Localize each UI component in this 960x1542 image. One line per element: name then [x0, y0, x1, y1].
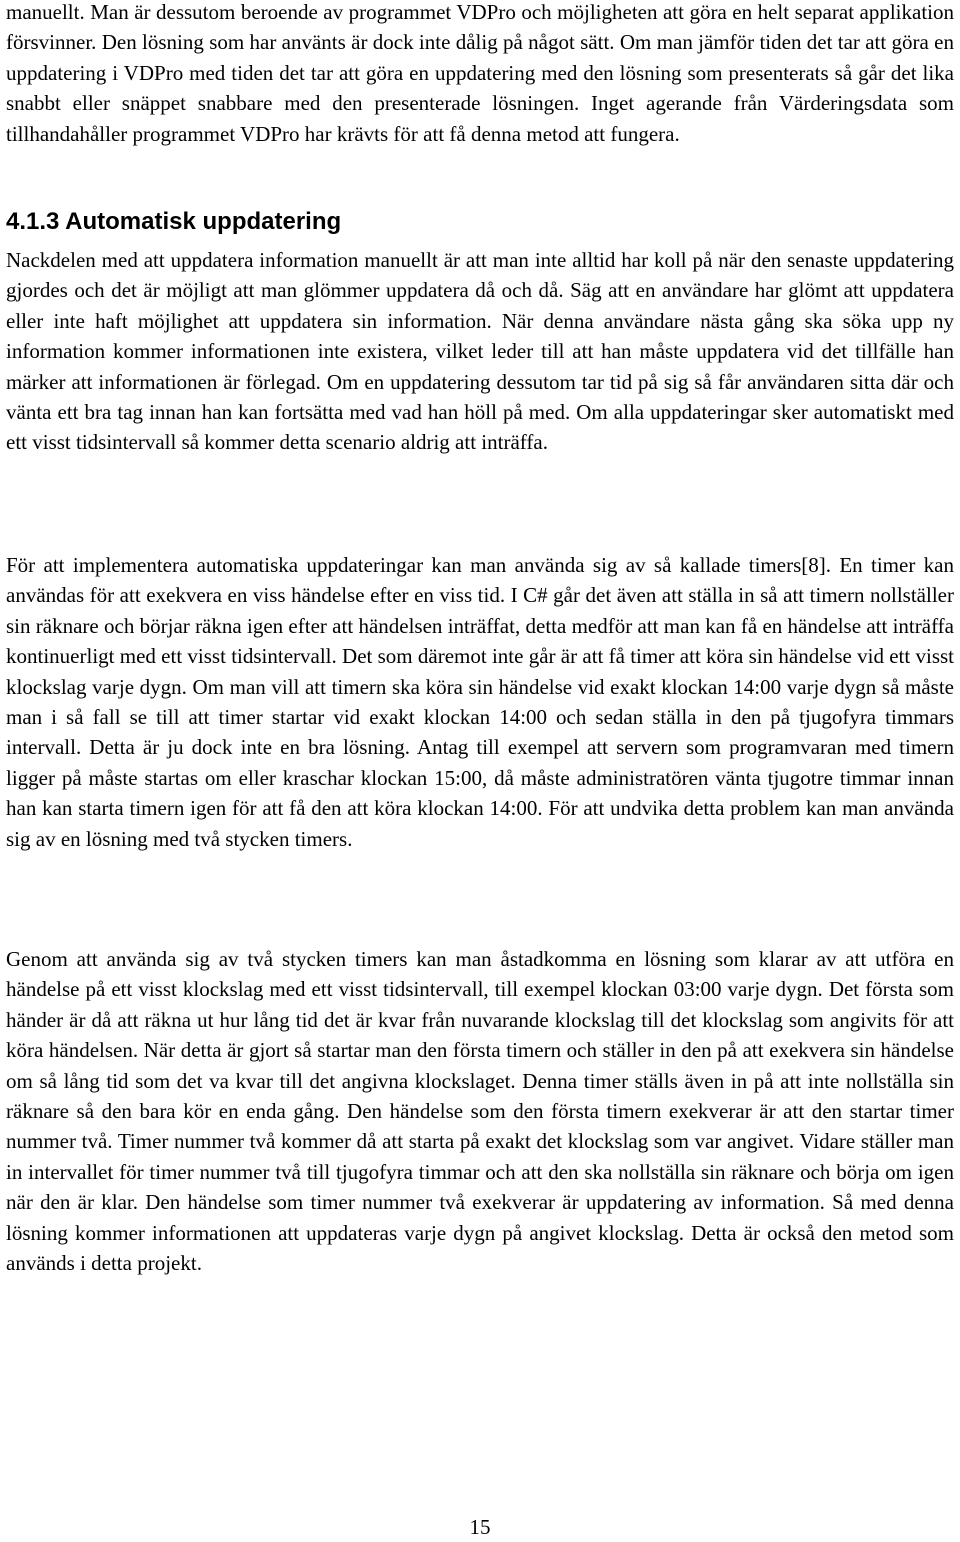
body-paragraph: Genom att använda sig av två stycken timers kan man åstadkomma en lösning som klarar av att utföra en händelse på ett visst klockslag med ett visst tidsintervall, till exempel klockan 03:00 varje dygn. Det första som händer är då att räkna ut hur lång tid det är kvar från nuvarande klockslag till det klockslag som angivits för att köra händelsen. När detta är gjort så startar man den första timern och ställer in den på att exekvera sin händelse om så lång tid som det va kvar till det angivna klockslaget. Denna timer ställs även in på att inte nollställa sin räknare så den bara kör en enda gång. Den händelse som den första timern exekverar är att den startar timer nummer två. Timer nummer två kommer då att starta på exakt det klockslag som var angivet. Vidare ställer man in intervallet för timer nummer två till tjugofyra timmar och att den ska nollställa sin räknare och börja om igen när den är klar. Den händelse som timer nummer två exekverar är uppdatering av information. Så med denna lösning kommer informationen att uppdateras varje dygn på angivet klockslag. Detta är också den metod som används i detta projekt. — [6, 947, 954, 1276]
body-paragraph: För att implementera automatiska uppdateringar kan man använda sig av så kallade timers[8]. En timer kan användas för att exekvera en viss händelse efter en viss tid. I C# går det även att ställa in så att timern nollställer sin räknare och börjar räkna igen efter att händelsen inträffat, detta medför att man kan få en händelse att inträffa kontinuerligt med ett visst tidsintervall. Det som däremot inte går är att få timer att köra sin händelse vid ett visst klockslag varje dygn. Om man vill att timern ska köra sin händelse vid exakt klockan 14:00 varje dygn så måste man i så fall se till att timer startar vid exakt klockan 14:00 och sedan ställa in den på tjugofyra timmars intervall. Detta är ju dock inte en bra lösning. Antag till exempel att servern som programvaran med timern ligger på måste startas om eller kraschar klockan 15:00, då måste administratören vänta tjugotre timmar innan han kan starta timern igen för att få den att köra klockan 14:00. För att undvika detta problem kan man använda sig av en lösning med två stycken timers. — [6, 553, 954, 851]
section-heading: 4.1.3 Automatisk uppdatering — [6, 208, 342, 235]
intro-paragraph: manuellt. Man är dessutom beroende av programmet VDPro och möjligheten att göra en helt separat applikation försvinner. Den lösning som har använts är dock inte dålig på något sätt. Om man jämför tiden det tar att göra en uppdatering i VDPro med tiden det tar att göra en uppdatering med den lösning som presenterats så går det lika snabbt eller snäppet snabbare med den presenterade lösningen. Inget agerande från Värderingsdata som tillhandahåller programmet VDPro har krävts för att få denna metod att fungera. — [6, 0, 954, 146]
page-number: 15 — [469, 1515, 491, 1539]
body-paragraph: Nackdelen med att uppdatera information manuellt är att man inte alltid har koll på när den senaste uppdatering gjordes och det är möjligt att man glömmer uppdatera då och då. Säg att en användare har glömt att uppdatera eller inte haft möjlighet att uppdatera sin information. När denna användare nästa gång ska söka upp ny information kommer informationen inte existera, vilket leder till att han måste uppdatera vid det tillfälle han märker att informationen är förlegad. Om en uppdatering dessutom tar tid på sig så får användaren sitta där och vänta ett bra tag innan han kan fortsätta med vad han höll på med. Om alla uppdateringar sker automatiskt med ett visst tidsintervall så kommer detta scenario aldrig att inträffa. — [6, 248, 954, 455]
